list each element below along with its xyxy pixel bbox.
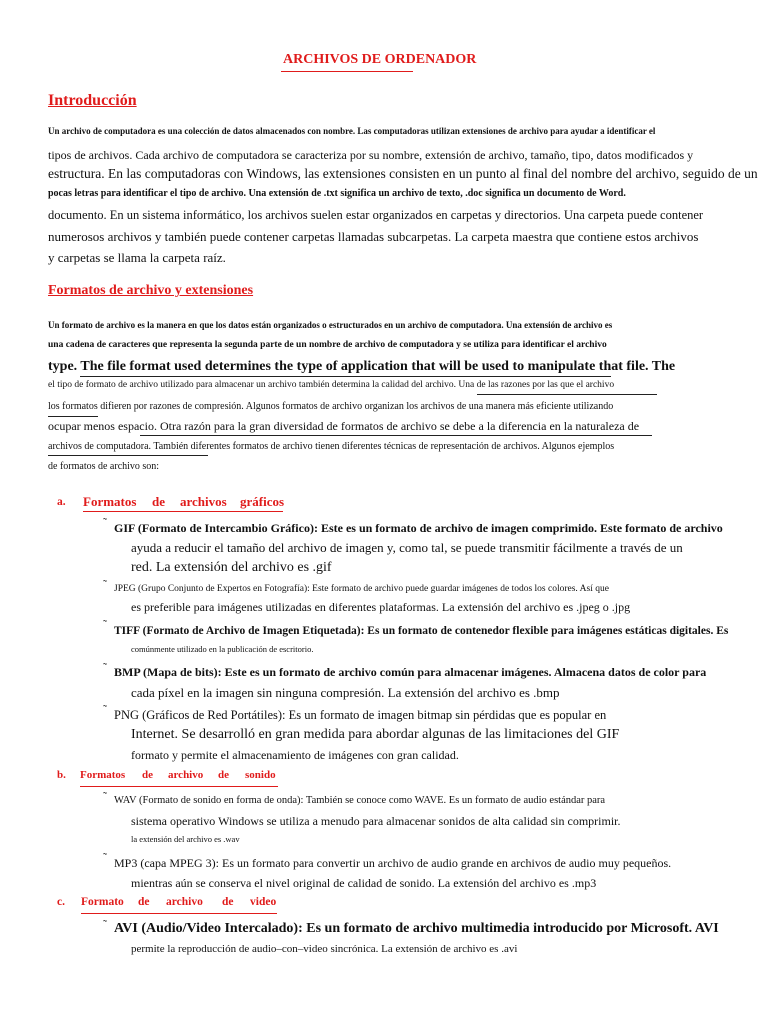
- section-c-word: de: [222, 896, 234, 908]
- item-gif-line: red. La extensión del archivo es .gif: [131, 560, 332, 575]
- item-wav-line: sistema operativo Windows se utiliza a menudo para almacenar sonidos de alta calidad sin comprimir.: [131, 814, 621, 828]
- section-b-word: de: [218, 769, 229, 781]
- item-mp3-line: mientras aún se conserva el nivel original de calidad de sonido. La extensión del archivo es .mp3: [131, 876, 597, 890]
- section-a-word: gráficos: [240, 494, 285, 509]
- formats-heading: Formatos de archivo y extensiones: [48, 283, 254, 298]
- formats-line: una cadena de caracteres que representa la segunda parte de un nombre de archivo de computadora y se utiliza para identificar el archivo: [48, 340, 607, 350]
- item-jpeg-line: JPEG (Grupo Conjunto de Expertos en Fotografía): Este formato de archivo puede guardar imágenes de todos los colores. Así que: [114, 584, 609, 594]
- formats-line: Un formato de archivo es la manera en que los datos están organizados o estructurados en un archivo de computadora. Una extensión de archivo es: [48, 320, 613, 330]
- item-avi-line: AVI (Audio/Video Intercalado): Es un formato de archivo multimedia introducido por Microsoft. AVI: [114, 921, 719, 936]
- section-c-word: de: [138, 896, 150, 908]
- intro-line: numerosos archivos y también puede contener carpetas llamadas subcarpetas. La carpeta maestra que contiene estos archivos: [48, 229, 699, 244]
- section-a-word: de: [152, 494, 165, 509]
- document-title: ARCHIVOS DE ORDENADOR: [283, 52, 477, 67]
- item-tiff-line: TIFF (Formato de Archivo de Imagen Etiquetada): Es un formato de contenedor flexible para imágenes estáticas digitales. Es: [114, 625, 729, 637]
- item-png-line: PNG (Gráficos de Red Portátiles): Es un formato de imagen bitmap sin pérdidas que es popular en: [114, 708, 607, 722]
- formats-underline: [48, 455, 208, 456]
- formats-underline: [48, 416, 98, 417]
- item-mp3-line: MP3 (capa MPEG 3): Es un formato para convertir un archivo de audio grande en archivos de audio muy pequeños.: [114, 856, 672, 870]
- formats-underline: [140, 435, 652, 436]
- section-b-word: sonido: [245, 769, 276, 781]
- section-a-underline: [83, 511, 283, 512]
- formats-line: de formatos de archivo son:: [48, 461, 160, 472]
- section-c-letter: c.: [57, 896, 65, 908]
- bullet-icon: ˜: [103, 617, 107, 631]
- intro-line: Un archivo de computadora es una colección de datos almacenados con nombre. Las computadoras utilizan extensiones de archivo para ayudar a identificar el: [48, 126, 656, 136]
- section-b-word: archivo: [168, 769, 204, 781]
- item-png-line: Internet. Se desarrolló en gran medida para abordar algunas de las limitaciones del GIF: [131, 727, 620, 742]
- item-gif-line: GIF (Formato de Intercambio Gráfico): Este es un formato de archivo de imagen comprimido. Este formato de archivo: [114, 521, 723, 535]
- item-jpeg-line: es preferible para imágenes utilizadas en diferentes plataformas. La extensión del archivo es .jpeg o .jpg: [131, 600, 631, 614]
- formats-underline: [477, 394, 657, 395]
- intro-line: tipos de archivos. Cada archivo de computadora se caracteriza por su nombre, extensión de archivo, tamaño, tipo, datos modificados y: [48, 148, 694, 162]
- item-gif-line: ayuda a reducir el tamaño del archivo de imagen y, como tal, se puede transmitir fácilmente a través de un: [131, 540, 683, 555]
- item-avi-line: permite la reproducción de audio–con–video sincrónica. La extensión de archivo es .avi: [131, 943, 518, 955]
- intro-line: y carpetas se llama la carpeta raíz.: [48, 250, 226, 265]
- section-b-word: Formatos: [80, 769, 126, 781]
- intro-line: pocas letras para identificar el tipo de archivo. Una extensión de .txt significa un archivo de texto, .doc significa un documento de Word.: [48, 188, 626, 199]
- section-b-word: de: [142, 769, 153, 781]
- section-a-letter: a.: [57, 496, 66, 508]
- bullet-icon: ˜: [103, 660, 107, 674]
- formats-line: los formatos difieren por razones de compresión. Algunos formatos de archivo organizan los archivos de una manera más eficiente utilizando: [48, 401, 614, 412]
- formats-underline: [80, 376, 611, 377]
- item-tiff-line: comúnmente utilizado en la publicación de escritorio.: [131, 644, 314, 654]
- bullet-icon: ˜: [103, 850, 107, 864]
- item-wav-line: la extensión del archivo es .wav: [131, 834, 240, 844]
- bullet-icon: ˜: [103, 515, 107, 529]
- item-png-line: formato y permite el almacenamiento de imágenes con gran calidad.: [131, 748, 459, 762]
- formats-line: archivos de computadora. También diferentes formatos de archivo tienen diferentes técnicas de representación de archivos. Algunos ejemplos: [48, 441, 615, 452]
- section-c-word: video: [250, 896, 277, 908]
- section-c-word: Formato: [81, 896, 124, 908]
- section-a-word: archivos: [180, 494, 227, 509]
- item-wav-line: WAV (Formato de sonido en forma de onda): También se conoce como WAVE. Es un formato de audio estándar para: [114, 795, 606, 806]
- intro-heading: Introducción: [48, 92, 137, 109]
- section-a-word: Formatos: [83, 494, 137, 509]
- title-underline: [281, 71, 413, 72]
- section-c-word: archivo: [166, 896, 203, 908]
- bullet-icon: ˜: [103, 789, 107, 803]
- formats-line: el tipo de formato de archivo utilizado para almacenar un archivo también determina la calidad del archivo. Una de las razones por las que el archivo: [48, 380, 615, 390]
- section-b-letter: b.: [57, 769, 66, 781]
- section-b-underline: [80, 786, 278, 787]
- intro-line: estructura. En las computadoras con Windows, las extensiones consisten en un punto al final del nombre del archivo, seguido de un: [48, 166, 758, 181]
- intro-line: documento. En un sistema informático, los archivos suelen estar organizados en carpetas y directorios. Una carpeta puede contener: [48, 208, 704, 222]
- item-bmp-line: cada píxel en la imagen sin ninguna compresión. La extensión del archivo es .bmp: [131, 685, 560, 700]
- formats-line: type. The file format used determines the type of application that will be used to manipulate that file. The: [48, 359, 676, 374]
- bullet-icon: ˜: [103, 577, 107, 591]
- section-c-underline: [81, 913, 277, 914]
- bullet-icon: ˜: [103, 702, 107, 716]
- formats-line: ocupar menos espacio. Otra razón para la gran diversidad de formatos de archivo se debe a la diferencia en la naturaleza de: [48, 419, 640, 433]
- item-bmp-line: BMP (Mapa de bits): Este es un formato de archivo común para almacenar imágenes. Almacena datos de color para: [114, 665, 707, 679]
- bullet-icon: ˜: [103, 917, 107, 931]
